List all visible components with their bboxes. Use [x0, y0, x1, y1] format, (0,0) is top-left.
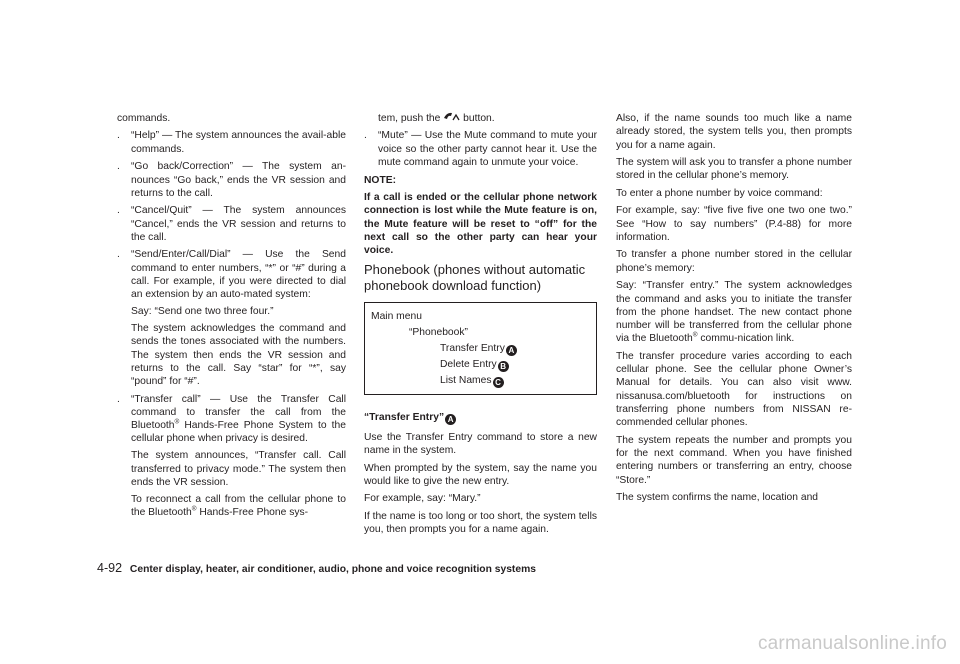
text-column-middle — [364, 112, 597, 541]
bullet-mark: . — [117, 130, 120, 142]
registered-mark: ® — [191, 505, 197, 513]
paragraph: “Send/Enter/Call/Dial” — Use the Send command to enter numbers, “*” or “#” during a call. For example, if you were directed to dial an extension by an auto-mated system: — [131, 249, 346, 301]
paragraph: For example, say: “five five five one two one two.” See “How to say numbers” (P.4-88) for more information. — [616, 205, 852, 243]
text: commu-nication link. — [697, 333, 795, 345]
text: Say: “Transfer entry.” The system acknowledges the command and asks you to initiate the transfer from the phone handset. The new contact phone number will be transferred from the cellular phone via the Bluetooth — [616, 280, 852, 345]
menu-phonebook: “Phonebook” — [409, 326, 468, 338]
paragraph — [131, 493, 346, 520]
page-number: 4-92 — [97, 561, 123, 575]
text-column-right — [616, 112, 852, 509]
page-footer — [97, 562, 536, 576]
text: button. — [463, 113, 495, 124]
bullet-mark: . — [117, 161, 120, 173]
bullet-mark: . — [117, 205, 120, 217]
watermark: carmanualsonline.info — [757, 633, 947, 654]
text: List Names — [440, 374, 492, 386]
list-item-help — [117, 129, 346, 156]
paragraph — [616, 279, 852, 345]
menu-transfer-entry — [371, 341, 590, 357]
note-label: NOTE: — [364, 174, 397, 186]
list-item-transfer-call — [117, 393, 346, 520]
bullet-mark: . — [364, 130, 367, 142]
list-item-go-back — [117, 160, 346, 200]
text: Hands-Free Phone sys- — [196, 506, 309, 518]
paragraph: “Cancel/Quit” — The system announces “Cancel,” ends the VR session and returns to the call. — [131, 205, 346, 243]
callout-a-icon: A — [506, 345, 517, 356]
paragraph: The system confirms the name, location and — [616, 492, 819, 504]
paragraph: For example, say: “Mary.” — [364, 493, 481, 505]
text: tem, push the — [378, 113, 441, 124]
paragraph: The transfer procedure varies according to each cellular phone. See the cellular phone Owner’s Manual for details. You can also visit www. nissanusa.com/bluetooth for instructions on transferring phone numbers from NISSAN re-commended cellular phones. — [616, 350, 852, 429]
paragraph: “Help” — The system announces the avail-able commands. — [131, 130, 346, 155]
paragraph: Say: “Send one two three four.” — [131, 306, 274, 318]
paragraph — [131, 393, 346, 446]
text: Transfer Entry — [440, 342, 505, 354]
section-heading: Phonebook (phones without automatic phonebook download function) — [364, 261, 586, 293]
paragraph: “Go back/Correction” — The system an-nounces “Go back,” ends the VR session and returns to the call. — [131, 161, 346, 199]
text: “Transfer Entry” — [364, 411, 445, 423]
paragraph: When prompted by the system, say the name you would like to give the new entry. — [364, 462, 597, 487]
paragraph: The system announces, “Transfer call. Call transferred to privacy mode.” The system then ends the VR session. — [131, 450, 346, 488]
paragraph: The system will ask you to transfer a phone number stored in the cellular phone’s memory. — [616, 157, 852, 182]
list-item-mute — [364, 129, 597, 169]
paragraph: If the name is too long or too short, the system tells you, then prompts you for a name again. — [364, 510, 597, 536]
paragraph: To enter a phone number by voice command: — [616, 187, 823, 199]
paragraph: Also, if the name sounds too much like a name already stored, the system tells you, then prompts you for a name again. — [616, 113, 852, 151]
subheading-transfer-entry — [364, 411, 597, 425]
list-item-send — [117, 248, 346, 388]
callout-a-icon: A — [445, 414, 456, 425]
paragraph: commands. — [117, 113, 171, 124]
menu-list-names — [371, 373, 590, 389]
text: Delete Entry — [440, 358, 497, 370]
list-item-cancel — [117, 204, 346, 244]
callout-c-icon: C — [493, 377, 504, 388]
bullet-mark: . — [117, 249, 120, 261]
registered-mark: ® — [174, 418, 180, 426]
bullet-mark: . — [117, 393, 120, 405]
phone-hook-icon — [443, 113, 463, 124]
note-text: If a call is ended or the cellular phone network connection is lost while the Mute feature is on, the Mute feature will be reset to “off” for the next call so the other party can hear your voice. — [364, 192, 597, 257]
text: Hands-Free Phone System to the cellular phone when privacy is desired. — [131, 420, 346, 445]
menu-delete-entry — [371, 357, 590, 373]
footer-section-title: Center display, heater, air conditioner, audio, phone and voice recognition systems — [129, 564, 536, 575]
text: “Transfer call” — Use the Transfer Call command to transfer the call from the Bluetooth — [131, 393, 346, 432]
paragraph: To transfer a phone number stored in the cellular phone’s memory: — [616, 249, 852, 274]
list-item-continuation — [364, 112, 597, 125]
callout-b-icon: B — [498, 361, 509, 372]
menu-diagram — [364, 302, 597, 395]
paragraph: The system repeats the number and prompts you for the next command. When you have finished entering numbers or transferring an entry, choose “Store.” — [616, 434, 852, 486]
text: To reconnect a call from the cellular phone to the Bluetooth — [131, 493, 346, 518]
paragraph — [378, 112, 597, 125]
registered-mark: ® — [692, 331, 698, 339]
paragraph: Use the Transfer Entry command to store a new name in the system. — [364, 431, 597, 457]
paragraph: “Mute” — Use the Mute command to mute your voice so the other party cannot hear it. Use the mute command again to unmute your voice. — [378, 130, 597, 169]
text-column-left — [117, 112, 346, 523]
paragraph: The system acknowledges the command and sends the tones associated with the numbers. The system then ends the VR session and returns to the call. Say “star” for “*”, say “pound” for “#”. — [131, 322, 346, 388]
menu-main: Main menu — [371, 310, 422, 322]
